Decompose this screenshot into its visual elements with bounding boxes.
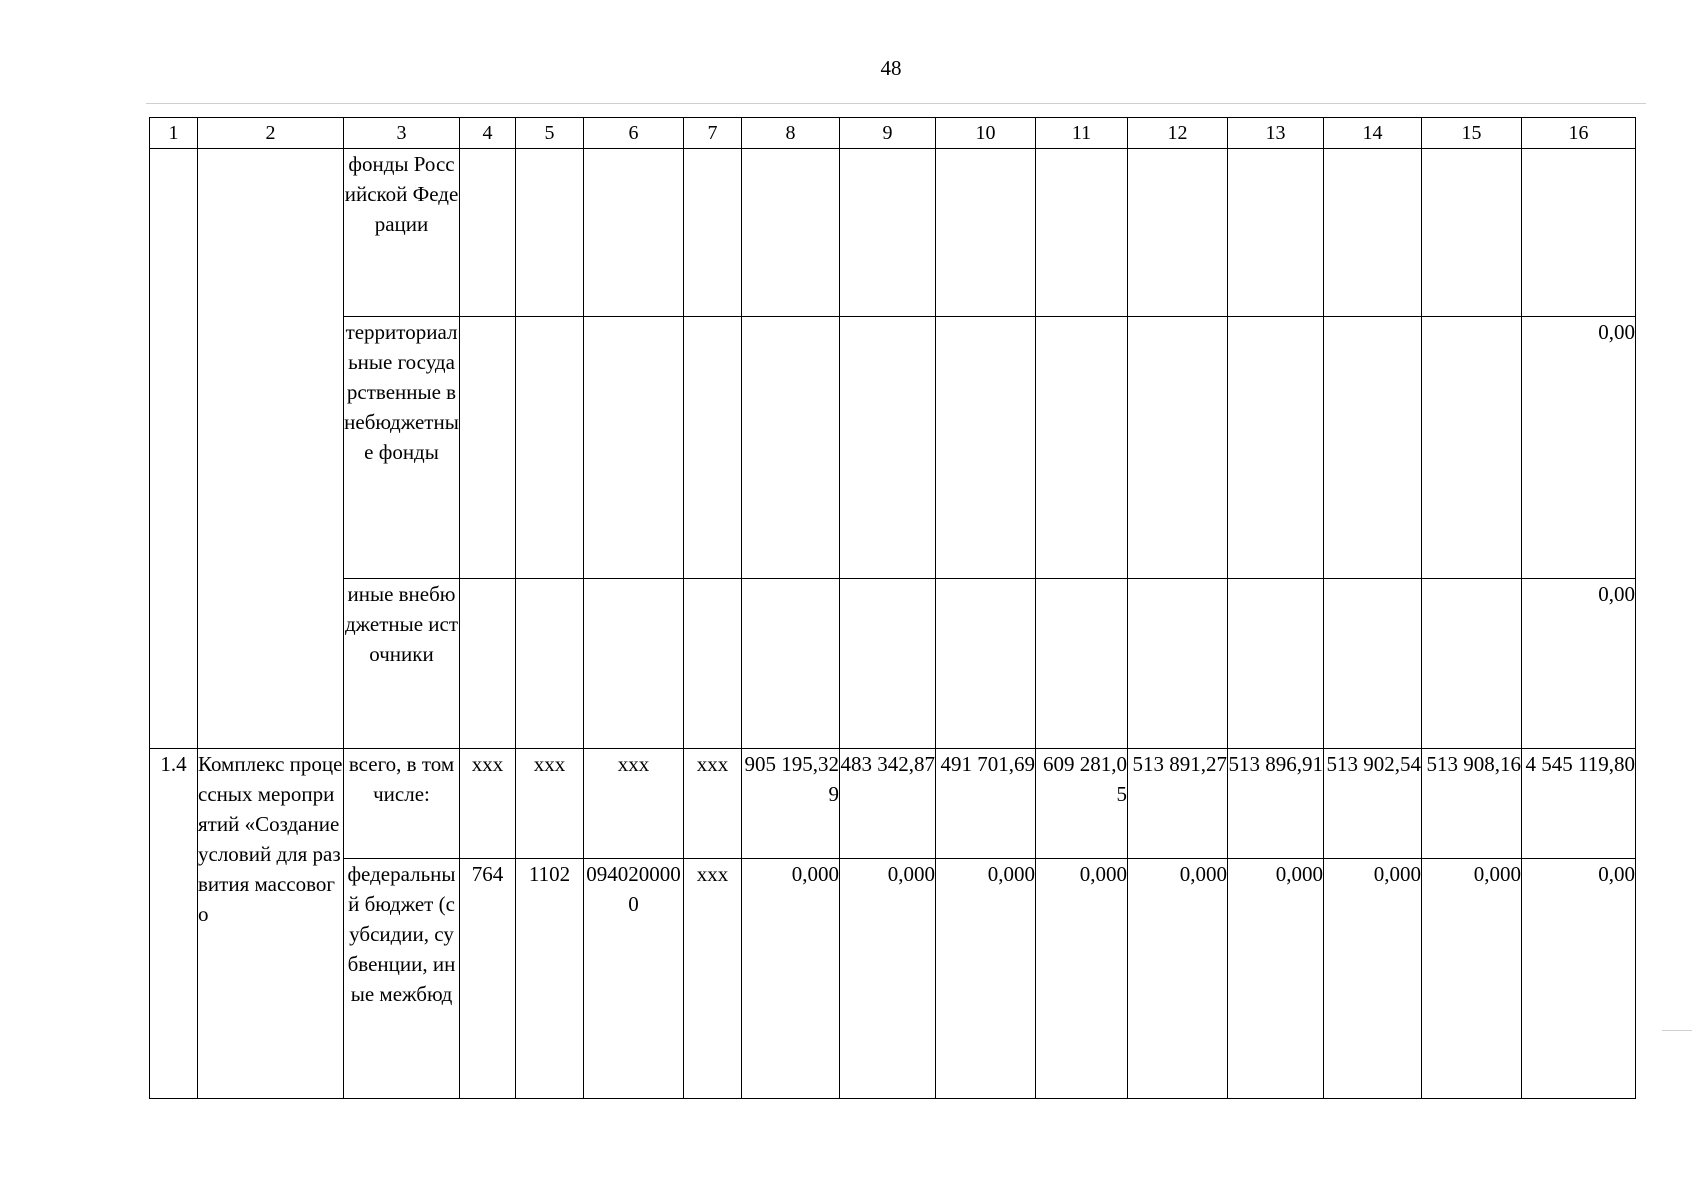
value-cell: 905 195,329 (742, 749, 840, 859)
source-cell: всего, в том числе: (344, 749, 460, 859)
total-cell: 0,00 (1522, 579, 1636, 749)
code-cell-7: ххх (684, 749, 742, 859)
code-cell-7: ххх (684, 859, 742, 1099)
col-num-11: 11 (1036, 118, 1128, 149)
value-cell: 0,000 (1228, 859, 1324, 1099)
code-cell-6: ххх (584, 749, 684, 859)
col-num-8: 8 (742, 118, 840, 149)
item-number: 1.4 (150, 749, 198, 1099)
source-cell: фонды Российской Федерации (344, 149, 460, 317)
col-num-15: 15 (1422, 118, 1522, 149)
col-num-7: 7 (684, 118, 742, 149)
col-num-2: 2 (198, 118, 344, 149)
table-row (150, 579, 1636, 749)
code-cell-5: ххх (516, 749, 584, 859)
value-cell: 0,000 (936, 859, 1036, 1099)
value-cell: 483 342,87 (840, 749, 936, 859)
table-row (150, 317, 1636, 579)
value-cell: 0,000 (1422, 859, 1522, 1099)
value-cell: 513 891,27 (1128, 749, 1228, 859)
value-cell: 513 908,16 (1422, 749, 1522, 859)
code-cell-4: 764 (460, 859, 516, 1099)
total-cell: 4 545 119,80 (1522, 749, 1636, 859)
code-cell-5: 1102 (516, 859, 584, 1099)
col-num-1: 1 (150, 118, 198, 149)
page-number: 48 (880, 56, 902, 80)
code-cell-6: 0940200000 (584, 859, 684, 1099)
value-cell: 0,000 (840, 859, 936, 1099)
total-cell: 0,00 (1522, 317, 1636, 579)
source-cell: иные внебюджетные источники (344, 579, 460, 749)
value-cell: 0,000 (1036, 859, 1128, 1099)
col-num-3: 3 (344, 118, 460, 149)
table-row (150, 859, 1636, 1099)
value-cell: 491 701,69 (936, 749, 1036, 859)
col-num-4: 4 (460, 118, 516, 149)
value-cell: 0,000 (1128, 859, 1228, 1099)
value-cell: 0,000 (1324, 859, 1422, 1099)
value-cell: 513 902,54 (1324, 749, 1422, 859)
column-number-row (150, 118, 1636, 149)
table-row (150, 749, 1636, 859)
name-cell-empty (198, 149, 344, 749)
col-num-5: 5 (516, 118, 584, 149)
col-num-9: 9 (840, 118, 936, 149)
item-name: Комплекс процессных мероприятий «Создание условий для развития массового (198, 749, 344, 1099)
total-cell: 0,00 (1522, 859, 1636, 1099)
value-cell: 609 281,05 (1036, 749, 1128, 859)
budget-table (149, 117, 1636, 1099)
col-num-14: 14 (1324, 118, 1422, 149)
source-cell: федеральный бюджет (субсидии, субвенции, иные межбюд (344, 859, 460, 1099)
number-cell-empty (150, 149, 198, 749)
col-num-12: 12 (1128, 118, 1228, 149)
source-cell: территориальные государственные внебюджетные фонды (344, 317, 460, 579)
col-num-10: 10 (936, 118, 1036, 149)
total-cell (1522, 149, 1636, 317)
value-cell: 0,000 (742, 859, 840, 1099)
value-cell: 513 896,91 (1228, 749, 1324, 859)
scan-edge-mark (1662, 1030, 1692, 1031)
table-row (150, 149, 1636, 317)
scan-rule-line (146, 103, 1646, 104)
code-cell-4: ххх (460, 749, 516, 859)
col-num-16: 16 (1522, 118, 1636, 149)
col-num-6: 6 (584, 118, 684, 149)
col-num-13: 13 (1228, 118, 1324, 149)
